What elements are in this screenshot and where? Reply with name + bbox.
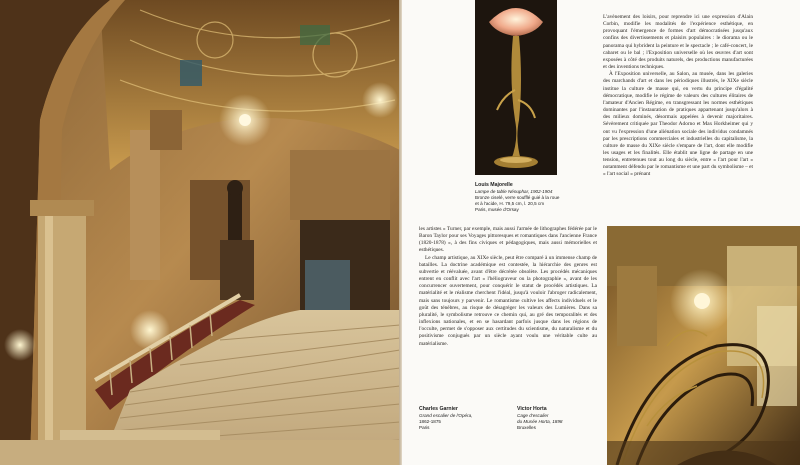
- horta-staircase-photo: [607, 226, 800, 465]
- paragraph-exposition: À l'Exposition universelle, au Salon, au musée, dans les galeries des marchands d'art et dans les périodiques illustrés, le XIXe siècle institue la culture de masse qui, en vertu du principe d'égalité démocratique, modifie le régime de valeurs des cultures élitaires de l'amateur d'Ancien Régime, en transgressant les normes esthétiques dominantes par l'instauration de pratiques appartenant jusqu'alors à des milieux dominés, désormais appelées à devenir majoritaires. Sévèrement critiquée par Theodor Adorno et Max Horkheimer qui y ont vu l'expression d'une aliénation sociale des individus condamnés par les prescriptions commerciales et industrielles du capitalisme, la culture de masse du XIXe siècle s'empare de l'art, dont elle modifie les usages et les finalités. Elle établit une ligne de partage en une tension, entretenues tout au long du siècle, entre « l'art pour l'art » notamment défendu par le romantisme et une part du symbolisme – et « l'art social » prénant: [603, 71, 753, 178]
- lamp-caption-title: Lampe de table Nénuphar, 1902-1904: [475, 188, 553, 194]
- lamp-caption-location: Paris, musée d'Orsay: [475, 206, 519, 212]
- horta-caption-title1: Cage d'escalier: [517, 412, 549, 418]
- majorelle-lamp-photo: [475, 0, 557, 175]
- horta-caption: [517, 406, 592, 431]
- horta-caption-author: Victor Horta: [517, 406, 547, 412]
- garnier-caption-title1: Grand escalier de l'Opéra,: [419, 412, 473, 418]
- lamp-caption-author: Louis Majorelle: [475, 182, 513, 188]
- lamp-caption-material: Bronze ciselé, verre soufflé guié à la roue: [475, 194, 560, 200]
- lamp-caption-dimensions: et à l'acide, H. 79,5 cm, l. 20,5 cm: [475, 200, 545, 206]
- horta-caption-title2: du Musée Horta, 1898: [517, 418, 563, 424]
- garnier-caption: [419, 406, 489, 431]
- text-column-top-right: [603, 14, 753, 179]
- horta-caption-place: Bruxelles: [517, 424, 536, 430]
- text-column-middle: [419, 226, 597, 348]
- garnier-caption-place: Paris: [419, 424, 430, 430]
- right-page: [402, 0, 800, 465]
- garnier-caption-author: Charles Garnier: [419, 406, 458, 412]
- paragraph-artistes: les artistes « Turner, par exemple, mais aussi l'armée de lithographes fédérée par le Baron Taylor pour ses Voyages pittoresques et romantiques dans l'ancienne France (1820-1878) », à des fins civiques et pédagogiques, mais aussi mémorielles et esthétiques.: [419, 226, 597, 254]
- garnier-caption-title2: 1862-1875: [419, 418, 441, 424]
- lamp-illustration: [475, 0, 557, 175]
- paragraph-champ-artistique: Le champ artistique, au XIXe siècle, peut être comparé à un immense champ de batailles. La doctrine académique est contestée, la hiérarchie des genres est subvertie et réévaluée, avant d'être décrétée obsolète. Les procédés mécaniques entrent en conflit avec l'art « l'héliograveur ou la photographie », avant de les concurrencer ouvertement, pour conquérir le statut de procédés artistiques. La matérialité et le réalisme cherchent l'idéal, jusqu'à vouloir l'abroger radicalement, mais sans toujours y parvenir. Le romantisme cultive les affects individuels et le goût des ténèbres, au risque de désagréger les valeurs des Lumières. Dans sa pluralité, le symbolisme retrouve ce chemin qui, au gré des temporalités et des inflexions nationales, et en se hasardant parfois jusque dans les régions de l'occulte, permet de s'opposer aux certitudes du scientisme, du naturalisme et du positivisme conjugués par un siècle ayant voulu une véritable culte au matérialisme.: [419, 254, 597, 347]
- paragraph-loisirs: L'avènement des loisirs, pour reprendre ici une expression d'Alain Corbin, modifie les modalités de l'expérience esthétique, en provoquant l'émergence de formes d'art démocratisées jusqu'aux confins des divertissements et plaisirs populaires : le diorama ou le panorama qui hybrident la peinture et le spectacle ; le café-concert, le cabaret ou le bal ; l'Exposition universelle où les œuvres d'art sont exposées à côté des produits naturels, des productions manufacturées et des inventions techniques.: [603, 14, 753, 71]
- spiral-staircase-illustration: [607, 226, 800, 465]
- lamp-caption: [475, 182, 575, 213]
